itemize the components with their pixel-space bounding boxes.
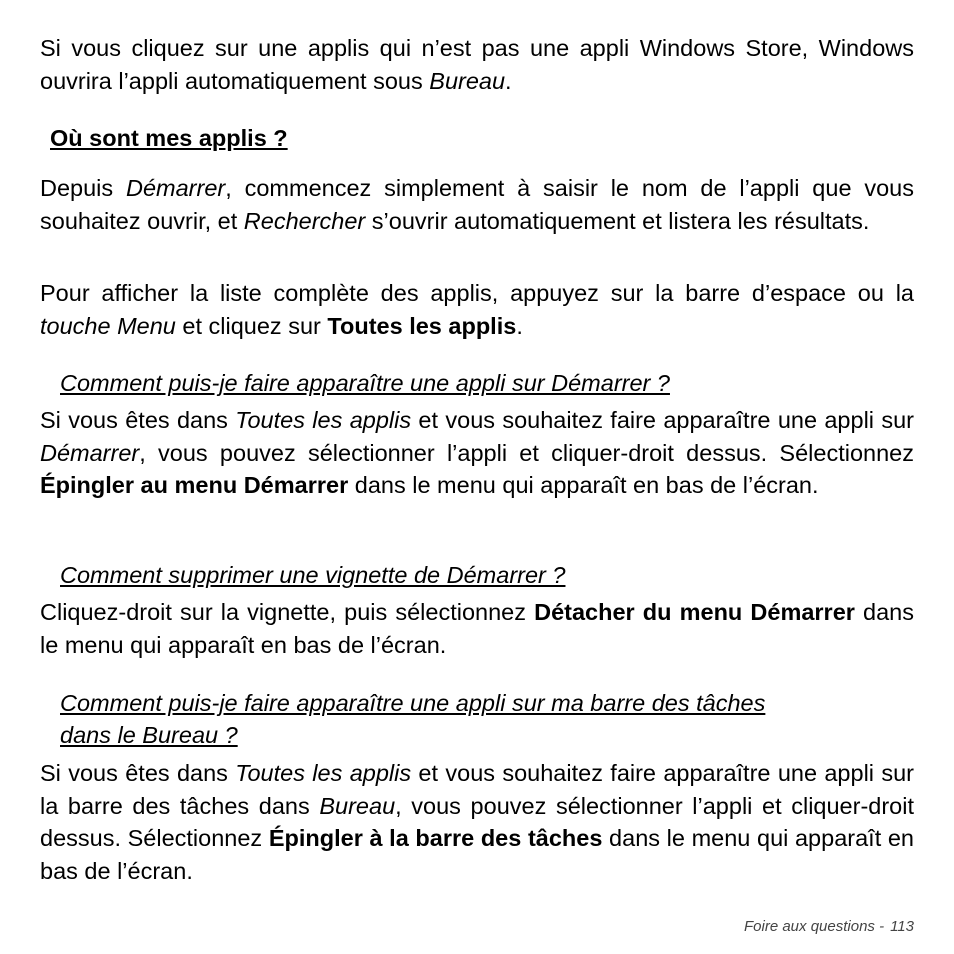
emphasis-run: Toutes les applis (235, 760, 412, 786)
text-run: , vous pouvez sélectionner l’appli et cliquer-droit dessus. Sélectionnez (40, 792, 914, 851)
emphasis-run: touche Menu (40, 312, 176, 339)
emphasis-run: Démarrer (40, 439, 140, 466)
text-run: Si vous êtes dans (40, 760, 236, 786)
text-run: et vous souhaitez faire apparaître une appli sur (411, 407, 914, 433)
bold-run: Épingler à la barre des tâches (268, 825, 603, 851)
section-heading: Où sont mes applis ? (50, 125, 288, 151)
text-run: et vous souhaitez faire apparaître une appli sur la barre des tâches dans (40, 760, 914, 819)
text-run: s’ouvrir automatiquement et listera les résultats. (365, 207, 870, 234)
question-line: Comment puis-je faire apparaître une appli sur ma barre des tâches (60, 690, 766, 716)
text-run: dans le menu qui apparaît en bas de l’écran. (40, 599, 914, 658)
emphasis-run: Rechercher (243, 207, 366, 234)
all-apps-paragraph (40, 277, 914, 342)
intro-text: Si vous cliquez sur une applis qui n’est pas une appli Windows Store, Windows ouvrira l’appli automatiquement sous (40, 35, 914, 94)
intro-period: . (505, 67, 512, 94)
emphasis-run: Bureau (319, 792, 396, 819)
text-run: et cliquez sur (175, 312, 328, 339)
bold-run: Toutes les applis (327, 312, 517, 339)
intro-paragraph (40, 32, 914, 97)
emphasis-run: Toutes les applis (235, 407, 412, 433)
footer-label: Foire aux questions - (744, 918, 885, 935)
bold-run: Épingler au menu Démarrer (40, 472, 349, 498)
start-paragraph (40, 172, 914, 237)
text-run: , vous pouvez sélectionner l’appli et cliquer-droit dessus. Sélectionnez (139, 439, 914, 466)
bold-run: Détacher du menu Démarrer (534, 599, 855, 625)
intro-emphasis: Bureau (429, 67, 506, 94)
text-run: Depuis (40, 175, 126, 201)
page-footer (744, 917, 914, 937)
question-pin-start: Comment puis-je faire apparaître une appli sur Démarrer ? (60, 370, 670, 396)
text-run: dans le menu qui apparaît en bas de l’écran. (348, 472, 819, 498)
text-run: . (516, 312, 523, 339)
text-run: dans le menu qui apparaît en bas de l’écran. (40, 825, 914, 884)
text-run: Pour afficher la liste complète des applis, appuyez sur la barre d’espace ou la (40, 280, 914, 306)
question-remove-tile: Comment supprimer une vignette de Démarrer ? (60, 562, 566, 588)
question-pin-taskbar (60, 687, 880, 751)
text-run: Cliquez-droit sur la vignette, puis sélectionnez (40, 599, 535, 625)
answer-pin-start (40, 404, 914, 502)
answer-remove-tile (40, 596, 914, 661)
text-run: , commencez simplement à saisir le nom de l’appli que vous souhaitez ouvrir, et (40, 175, 914, 234)
text-run: Si vous êtes dans (40, 407, 236, 433)
emphasis-run: Démarrer (126, 175, 226, 201)
page-number: 113 (890, 918, 914, 935)
answer-pin-taskbar (40, 757, 914, 887)
question-line: dans le Bureau ? (60, 722, 238, 748)
